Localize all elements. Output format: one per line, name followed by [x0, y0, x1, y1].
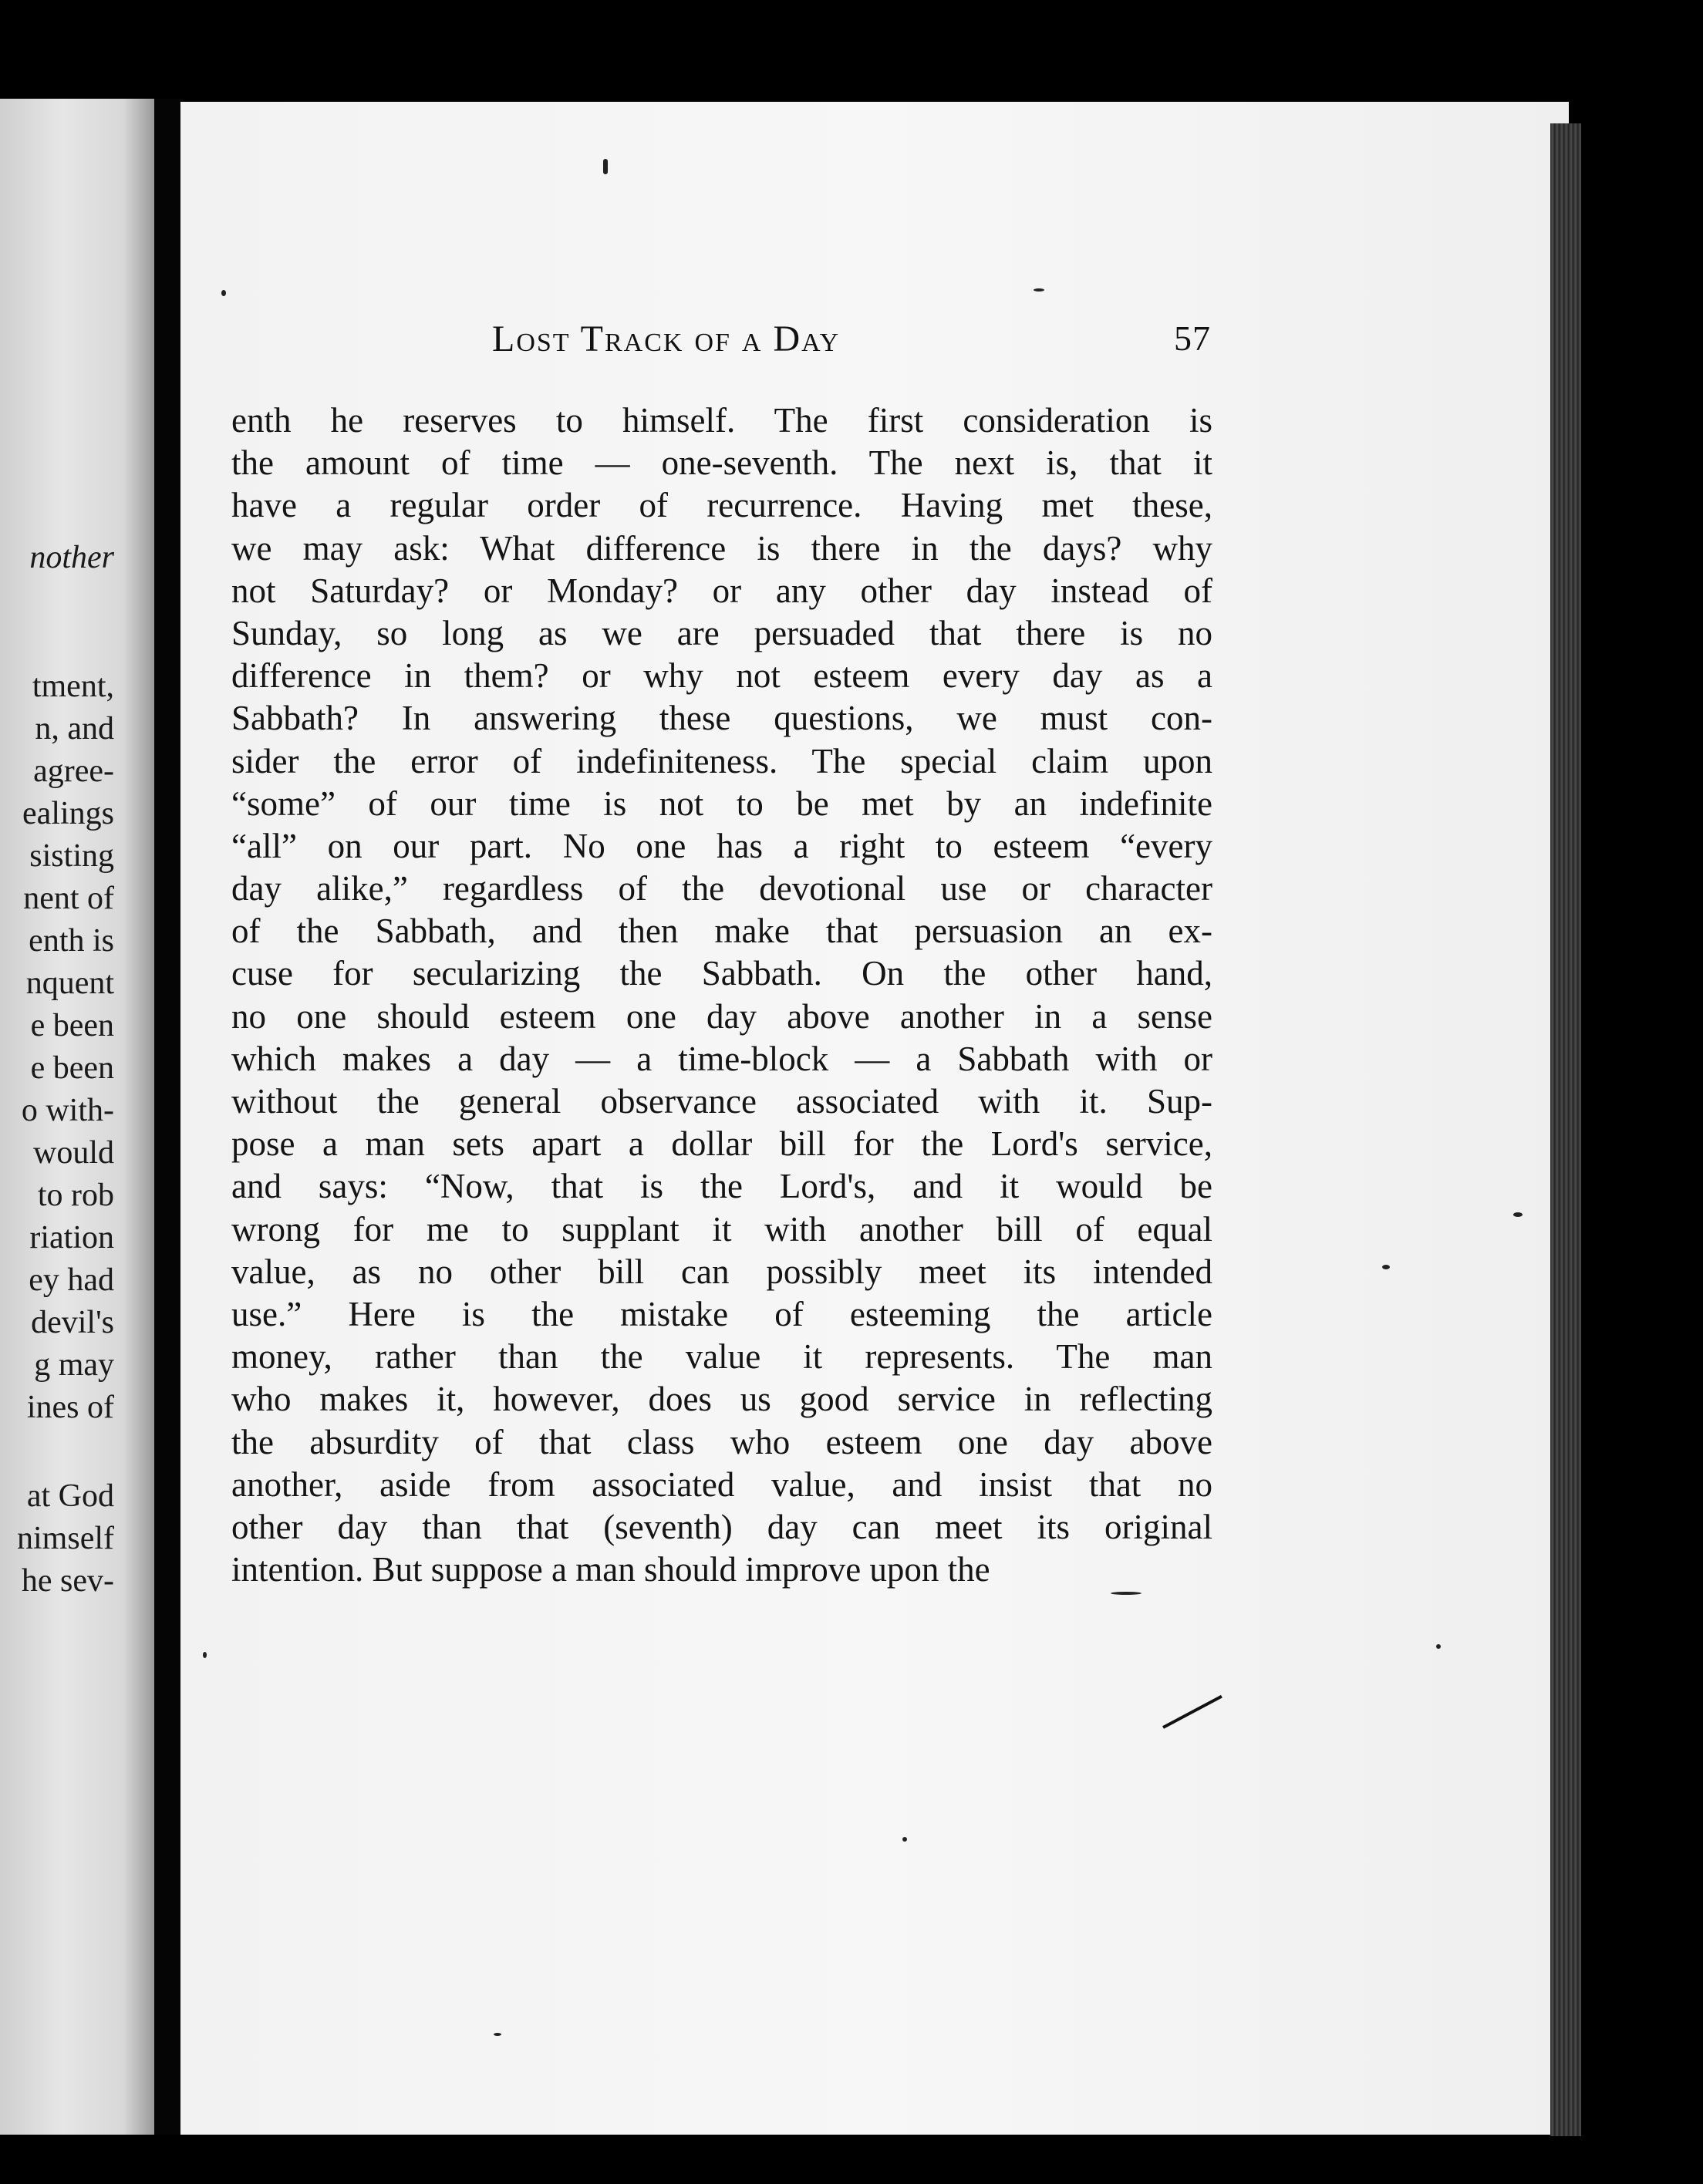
left-fragment: to rob [37, 1178, 114, 1213]
text-line: another, aside from associated value, and insist that no [231, 1464, 1212, 1504]
text-line: we may ask: What difference is there in the days? why [231, 528, 1212, 568]
scan-speck [221, 290, 226, 296]
text-line: and says: “Now, that is the Lord's, and it would be [231, 1167, 1212, 1206]
book-gutter [154, 99, 184, 2135]
left-fragment: enth is [29, 923, 114, 959]
text-line: not Saturday? or Monday? or any other day instead of [231, 571, 1212, 610]
text-line: cuse for secularizing the Sabbath. On the other hand, [231, 954, 1212, 993]
text-line: no one should esteem one day above another in a sense [231, 996, 1212, 1036]
left-fragment: e been [30, 1008, 114, 1043]
text-line: day alike,” regardless of the devotional use or character [231, 869, 1212, 908]
text-line: the amount of time — one-seventh. The next is, that it [231, 443, 1212, 483]
previous-page [0, 99, 154, 2135]
left-fragment: ey had [29, 1262, 114, 1298]
left-fragment: tment, [32, 669, 114, 704]
page-edge [1550, 123, 1581, 2136]
text-line: enth he reserves to himself. The first consideration is [231, 401, 1212, 440]
text-line: intention. But suppose a man should improve upon the [231, 1550, 990, 1589]
scan-speck [494, 2033, 501, 2036]
left-fragment: sisting [29, 838, 114, 874]
text-line: the absurdity of that class who esteem one day above [231, 1422, 1212, 1461]
text-line: Sabbath? In answering these questions, we must con- [231, 699, 1212, 738]
scan-speck [1111, 1592, 1142, 1595]
text-line: sider the error of indefiniteness. The special claim upon [231, 741, 1212, 780]
text-line: who makes it, however, does us good service in reflecting [231, 1380, 1212, 1419]
text-line: money, rather than the value it represents. The man [231, 1337, 1212, 1377]
text-line: have a regular order of recurrence. Having met these, [231, 486, 1212, 525]
left-fragment: agree- [33, 753, 114, 789]
left-fragment: nother [29, 540, 114, 575]
left-fragment: nimself [17, 1521, 114, 1556]
text-line: which makes a day — a time-block — a Sabbath with or [231, 1039, 1212, 1078]
text-line: “some” of our time is not to be met by an indefinite [231, 784, 1212, 823]
text-line: “all” on our part. No one has a right to esteem “every [231, 826, 1212, 865]
left-fragment: g may [34, 1347, 114, 1383]
left-fragment: nent of [23, 881, 114, 916]
scan-speck [1436, 1644, 1441, 1649]
text-line: without the general observance associated with it. Sup- [231, 1082, 1212, 1121]
body-text [231, 399, 1212, 1591]
left-fragment: n, and [35, 711, 114, 747]
left-fragment: ines of [26, 1390, 114, 1425]
running-head-title: Lost Track of a Day [492, 318, 841, 359]
text-line: Sunday, so long as we are persuaded that there is no [231, 613, 1212, 652]
text-line: wrong for me to supplant it with another bill of equal [231, 1209, 1212, 1249]
left-fragment: nquent [25, 966, 114, 1001]
text-line: of the Sabbath, and then make that persuasion an ex- [231, 912, 1212, 951]
running-head [310, 318, 1211, 372]
text-line: other day than that (seventh) day can meet its original [231, 1507, 1212, 1546]
scan-speck [1513, 1212, 1523, 1217]
left-fragment: would [33, 1135, 114, 1171]
text-line: difference in them? or why not esteem every day as a [231, 656, 1212, 696]
scan-speck [203, 1652, 207, 1658]
left-fragment: e been [30, 1050, 114, 1086]
text-line: pose a man sets apart a dollar bill for the Lord's service, [231, 1124, 1212, 1164]
left-fragment: ealings [22, 796, 114, 831]
scan-speck [1382, 1265, 1390, 1269]
left-fragment: riation [29, 1220, 114, 1255]
left-fragment: devil's [31, 1305, 114, 1340]
page-number: 57 [1174, 318, 1211, 358]
scan-speck [1034, 288, 1044, 292]
left-fragment: o with- [21, 1093, 114, 1128]
scan-speck [902, 1837, 907, 1842]
left-fragment: at God [26, 1478, 114, 1514]
scan-speck [603, 159, 608, 174]
left-fragment: he sev- [21, 1563, 114, 1599]
text-line: value, as no other bill can possibly meet its intended [231, 1252, 1212, 1291]
text-line: use.” Here is the mistake of esteeming the article [231, 1294, 1212, 1333]
